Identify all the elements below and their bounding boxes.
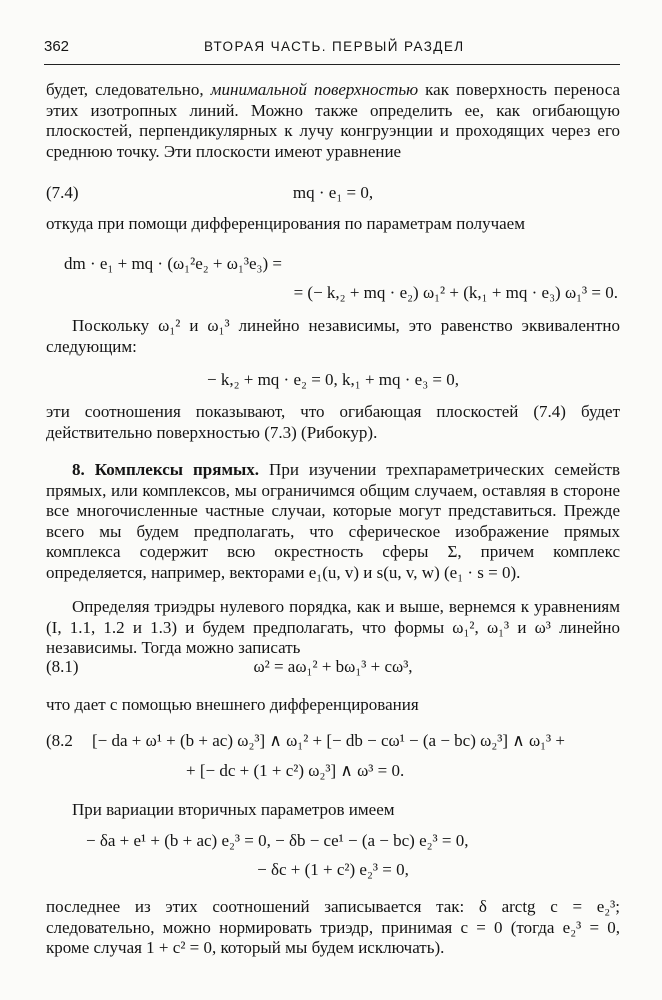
emphasis-term: минимальной поверхностью bbox=[210, 80, 419, 99]
equation-formula: dm · e₁ + mq · (ω₁²e₂ + ω₁³e₃) = bbox=[64, 254, 282, 273]
equation-variation-line2 bbox=[46, 860, 620, 884]
equation-8-2-line1 bbox=[46, 731, 620, 755]
paragraph-text: будет, следовательно, bbox=[46, 80, 211, 99]
section-8-paragraph bbox=[46, 460, 620, 583]
running-header bbox=[44, 38, 618, 62]
paragraph-normalization: последнее из этих соотношений записывается так: δ arctg c = e₂³; следовательно, можно нормировать триэдр, принимая c = 0 (тогда e₂³ = 0, кроме случая 1 + c² = 0, который мы будем исключать). bbox=[46, 897, 620, 957]
equation-8-1 bbox=[46, 657, 620, 681]
paragraph-differentiation: откуда при помощи дифференцирования по параметрам получаем bbox=[46, 214, 525, 233]
paragraph-text: При изучении трехпараметрических семейств прямых, или комплексов, мы ограничимся общим случаем, оставляя в стороне все многочисленные частные случаи, которые могут представиться. Прежде всего мы будем предполагать, что сферическое изображение прямых комплекса содержит всю окрестность сферы Σ, причем комплекс определяется, например, векторами e₁(u, v) и s(u, v, w) (e₁ · s = 0). bbox=[46, 460, 620, 582]
header-rule bbox=[44, 64, 620, 65]
equation-formula: − δc + (1 + c²) e₂³ = 0, bbox=[257, 860, 409, 879]
equation-7-4 bbox=[46, 183, 620, 207]
paragraph-text: как поверхность переноса этих изотропных линий. Можно также определить ее, как огибающую плоскостей, перпендикулярных к лучу конгруэнции и проходящих через его среднюю точку. Эти плоскости имеют уравнение bbox=[46, 80, 620, 161]
paragraph-variation: При вариации вторичных параметров имеем bbox=[72, 800, 395, 819]
equation-formula: mq · e₁ = 0, bbox=[292, 183, 374, 202]
paragraph-exterior-differentiation: что дает с помощью внешнего дифференцирования bbox=[46, 695, 419, 714]
equation-formula: [− da + ω¹ + (b + ac) ω₂³] ∧ ω₁² + [− db − cω¹ − (a − bc) ω₂³] ∧ ω₁³ + bbox=[92, 731, 565, 750]
paragraph-independence: Поскольку ω₁² и ω₁³ линейно независимы, это равенство эквивалентно следующим: bbox=[46, 316, 620, 356]
equation-formula: − δa + e¹ + (b + ac) e₂³ = 0, − δb − ce¹ − (a − bc) e₂³ = 0, bbox=[86, 831, 469, 850]
equation-formula: = (− k,₂ + mq · e₂) ω₁² + (k,₁ + mq · e₃) ω₁³ = 0. bbox=[293, 283, 618, 302]
equation-differential-line1 bbox=[46, 254, 620, 278]
equation-formula: ω² = aω₁² + bω₁³ + cω³, bbox=[253, 657, 413, 676]
page-number: 362 bbox=[44, 38, 70, 55]
running-title: ВТОРАЯ ЧАСТЬ. ПЕРВЫЙ РАЗДЕЛ bbox=[204, 39, 465, 54]
paragraph-trihedra: Определяя триэдры нулевого порядка, как и выше, вернемся к уравнениям (I, 1.1, 1.2 и 1.3) и будем предполагать, что формы ω₁², ω₁³ и ω³ линейно независимы. Тогда можно записать bbox=[46, 597, 620, 657]
equation-equivalent bbox=[46, 370, 620, 394]
equation-variation-line1 bbox=[46, 831, 620, 855]
equation-number: (8.1) bbox=[46, 657, 79, 676]
equation-differential-line2 bbox=[46, 283, 620, 307]
paragraph-minimal-surface bbox=[46, 80, 620, 162]
equation-formula: − k,₂ + mq · e₂ = 0, k,₁ + mq · e₃ = 0, bbox=[206, 370, 459, 389]
equation-formula: + [− dc + (1 + c²) ω₂³] ∧ ω³ = 0. bbox=[186, 761, 405, 780]
section-heading: 8. Комплексы прямых. bbox=[72, 460, 260, 479]
equation-number: (8.2 bbox=[46, 731, 73, 750]
paragraph-ribaucour: эти соотношения показывают, что огибающая плоскостей (7.4) будет действительно поверхностью (7.3) (Рибокур). bbox=[46, 402, 620, 442]
equation-number: (7.4) bbox=[46, 183, 79, 202]
equation-8-2-line2 bbox=[46, 761, 620, 785]
